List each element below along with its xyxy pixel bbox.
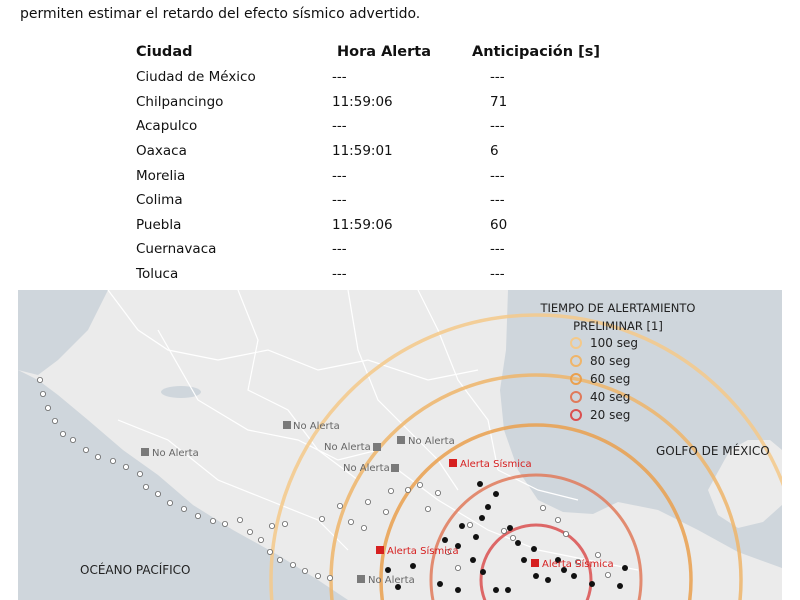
station-dot [327, 575, 332, 580]
triggered-station-dot [589, 581, 595, 587]
table-header-row [128, 38, 620, 65]
station-dot [269, 523, 274, 528]
station-dot [563, 531, 568, 536]
no-alert-marker [391, 464, 399, 472]
station-dot [45, 405, 50, 410]
station-dot [95, 454, 100, 459]
triggered-station-dot [473, 534, 479, 540]
advance-cell: --- [490, 167, 505, 184]
alert-label: Alerta Sísmica [460, 459, 532, 470]
time-cell: 11:59:06 [332, 216, 393, 233]
table-row [128, 139, 620, 164]
table-row [128, 114, 620, 139]
triggered-station-dot [459, 523, 465, 529]
no-alert-label: No Alerta [293, 421, 340, 432]
station-dot [417, 482, 422, 487]
no-alert-label: No Alerta [343, 463, 390, 474]
triggered-station-dot [521, 557, 527, 563]
time-cell: --- [332, 192, 347, 209]
station-dot [319, 516, 324, 521]
station-dot [425, 506, 430, 511]
table-row [128, 163, 620, 188]
no-alert-label: No Alerta [368, 575, 415, 586]
advance-cell: --- [490, 266, 505, 283]
triggered-station-dot [477, 481, 483, 487]
station-dot [595, 552, 600, 557]
station-dot [365, 499, 370, 504]
time-cell: --- [332, 266, 347, 283]
triggered-station-dot [485, 504, 491, 510]
station-dot [277, 557, 282, 562]
triggered-station-dot [410, 563, 416, 569]
station-dot [361, 525, 366, 530]
triggered-station-dot [571, 573, 577, 579]
station-dot [501, 528, 506, 533]
triggered-station-dot [470, 557, 476, 563]
station-dot [60, 431, 65, 436]
header-anticipacion: Anticipación [s] [472, 43, 600, 60]
station-dot [83, 447, 88, 452]
no-alert-marker [397, 436, 405, 444]
station-dot [195, 513, 200, 518]
table-row [128, 262, 620, 287]
city-cell: Ciudad de México [136, 69, 256, 86]
header-ciudad: Ciudad [136, 43, 193, 60]
alert-label: Alerta Sísmica [387, 546, 459, 557]
advance-cell: 60 [490, 216, 508, 233]
legend-label: 20 seg [590, 408, 631, 422]
table-row [128, 237, 620, 262]
time-cell: 11:59:01 [332, 143, 393, 160]
advance-cell: --- [490, 192, 505, 209]
station-dot [137, 471, 142, 476]
triggered-station-dot [545, 577, 551, 583]
alert-map [18, 290, 782, 600]
no-alert-label: No Alerta [324, 442, 371, 453]
triggered-station-dot [531, 546, 537, 552]
station-dot [388, 488, 393, 493]
station-dot [267, 549, 272, 554]
lake [161, 386, 201, 398]
station-dot [302, 568, 307, 573]
station-dot [52, 418, 57, 423]
legend-label: 80 seg [590, 354, 631, 368]
no-alert-marker [283, 421, 291, 429]
station-dot [455, 565, 460, 570]
triggered-station-dot [622, 565, 628, 571]
ocean-label: OCÉANO PACÍFICO [80, 563, 191, 577]
legend-label: 40 seg [590, 390, 631, 404]
alert-marker [449, 459, 457, 467]
triggered-station-dot [505, 587, 511, 593]
gulf-label: GOLFO DE MÉXICO [656, 444, 770, 458]
triggered-station-dot [479, 515, 485, 521]
station-dot [315, 573, 320, 578]
legend-label: 60 seg [590, 372, 631, 386]
station-dot [155, 491, 160, 496]
station-dot [510, 535, 515, 540]
station-dot [70, 437, 75, 442]
triggered-station-dot [493, 491, 499, 497]
advance-cell: --- [490, 241, 505, 258]
time-cell: --- [332, 69, 347, 86]
triggered-station-dot [515, 540, 521, 546]
city-cell: Toluca [136, 266, 179, 283]
triggered-station-dot [617, 583, 623, 589]
station-dot [383, 509, 388, 514]
advance-cell: 71 [490, 93, 508, 110]
legend-title-line1: TIEMPO DE ALERTAMIENTO [540, 301, 696, 315]
station-dot [247, 529, 252, 534]
time-cell: --- [332, 118, 347, 135]
triggered-station-dot [493, 587, 499, 593]
triggered-station-dot [385, 567, 391, 573]
alert-marker [531, 559, 539, 567]
table-row [128, 90, 620, 115]
city-cell: Acapulco [136, 118, 198, 135]
station-dot [181, 506, 186, 511]
time-cell: 11:59:06 [332, 93, 393, 110]
station-dot [540, 505, 545, 510]
no-alert-marker [357, 575, 365, 583]
triggered-station-dot [455, 587, 461, 593]
advance-cell: --- [490, 118, 505, 135]
alert-label: Alerta Sísmica [542, 559, 614, 570]
legend-title-line2: PRELIMINAR [1] [573, 319, 663, 333]
station-dot [435, 490, 440, 495]
station-dot [222, 521, 227, 526]
no-alert-label: No Alerta [152, 448, 199, 459]
station-dot [405, 487, 410, 492]
station-dot [258, 537, 263, 542]
table-row [128, 188, 620, 213]
alert-marker [376, 546, 384, 554]
station-dot [337, 503, 342, 508]
station-dot [605, 572, 610, 577]
alert-table [128, 38, 620, 286]
no-alert-marker [141, 448, 149, 456]
triggered-station-dot [442, 537, 448, 543]
table-row [128, 65, 620, 90]
city-cell: Colima [136, 192, 183, 209]
station-dot [348, 519, 353, 524]
table-row [128, 213, 620, 238]
station-dot [123, 464, 128, 469]
triggered-station-dot [533, 573, 539, 579]
map-svg [18, 290, 782, 600]
time-cell: --- [332, 241, 347, 258]
station-dot [555, 517, 560, 522]
station-dot [167, 500, 172, 505]
no-alert-marker [373, 443, 381, 451]
station-dot [210, 518, 215, 523]
header-hora-alerta: Hora Alerta [337, 43, 431, 60]
city-cell: Oaxaca [136, 143, 187, 160]
station-dot [237, 517, 242, 522]
station-dot [37, 377, 42, 382]
station-dot [40, 391, 45, 396]
city-cell: Puebla [136, 216, 182, 233]
legend-label: 100 seg [590, 336, 638, 350]
city-cell: Chilpancingo [136, 93, 224, 110]
station-dot [110, 458, 115, 463]
triggered-station-dot [507, 525, 513, 531]
intro-text: permiten estimar el retardo del efecto sísmico advertido. [20, 6, 421, 22]
city-cell: Morelia [136, 167, 186, 184]
station-dot [143, 484, 148, 489]
advance-cell: --- [490, 69, 505, 86]
station-dot [290, 562, 295, 567]
triggered-station-dot [437, 581, 443, 587]
city-cell: Cuernavaca [136, 241, 217, 258]
station-dot [467, 522, 472, 527]
no-alert-label: No Alerta [408, 436, 455, 447]
triggered-station-dot [480, 569, 486, 575]
time-cell: --- [332, 167, 347, 184]
advance-cell: 6 [490, 143, 499, 160]
station-dot [282, 521, 287, 526]
